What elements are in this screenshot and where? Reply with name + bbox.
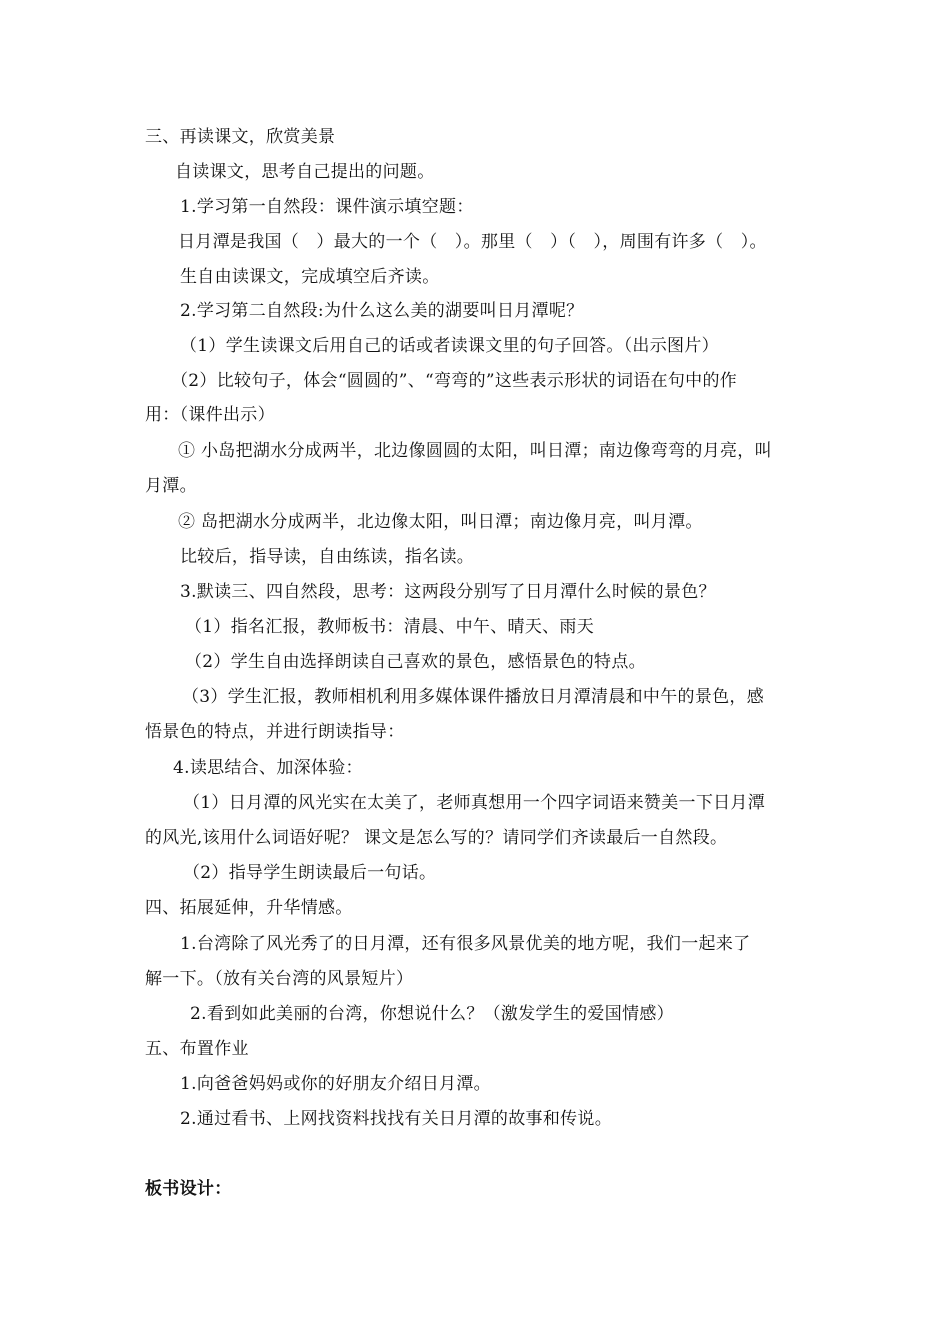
paragraph-line: （1）指名汇报，教师板书：清晨、中午、晴天、雨天 (185, 617, 595, 637)
paragraph-line: 2.看到如此美丽的台湾，你想说什么？（激发学生的爱国情感） (190, 1004, 674, 1024)
paragraph-line: 的风光,该用什么词语好呢？ 课文是怎么写的？请同学们齐读最后一自然段。 (145, 828, 728, 848)
paragraph-line: （2）学生自由选择朗读自己喜欢的景色，感悟景色的特点。 (185, 652, 646, 672)
paragraph-line: 1.学习第一自然段：课件演示填空题： (180, 197, 474, 217)
paragraph-line: （1）学生读课文后用自己的话或者读课文里的句子回答。（出示图片） (180, 336, 719, 356)
paragraph-line: 生自由读课文，完成填空后齐读。 (180, 267, 440, 287)
paragraph-line: （3）学生汇报，教师相机利用多媒体课件播放日月潭清晨和中午的景色，感 (182, 687, 765, 707)
paragraph-line: 2.通过看书、上网找资料找找有关日月潭的故事和传说。 (180, 1109, 613, 1129)
paragraph-line: 月潭。 (145, 476, 197, 496)
paragraph-line: 用：（课件出示） (145, 405, 275, 425)
paragraph-line: 3.默读三、四自然段，思考：这两段分别写了日月潭什么时候的景色？ (180, 582, 716, 602)
paragraph-line: 2.学习第二自然段:为什么这么美的湖要叫日月潭呢？ (180, 301, 584, 321)
paragraph-line: ② 岛把湖水分成两半，北边像太阳，叫日潭；南边像月亮，叫月潭。 (178, 512, 703, 532)
board-design-heading: 板书设计： (145, 1179, 232, 1199)
paragraph-line: 日月潭是我国（ ）最大的一个（ ）。那里（ ）（ ），周围有许多（ ）。 (178, 232, 767, 252)
paragraph-line: 解一下。（放有关台湾的风景短片） (145, 969, 414, 989)
paragraph-line: 4.读思结合、加深体验： (173, 758, 363, 778)
paragraph-line: 比较后，指导读，自由练读，指名读。 (180, 547, 475, 567)
paragraph-line: 1.向爸爸妈妈或你的好朋友介绍日月潭。 (180, 1074, 491, 1094)
paragraph-line: （2）比较句子，体会“圆圆的”、“弯弯的”这些表示形状的词语在句中的作 (171, 371, 738, 391)
paragraph-line: 悟景色的特点，并进行朗读指导： (145, 722, 405, 742)
paragraph-line: 1.台湾除了风光秀了的日月潭，还有很多风景优美的地方呢，我们一起来了 (180, 934, 751, 954)
paragraph-line: （2）指导学生朗读最后一句话。 (183, 863, 437, 883)
section-heading-5: 五、布置作业 (145, 1039, 249, 1059)
paragraph-line: ① 小岛把湖水分成两半，北边像圆圆的太阳，叫日潭；南边像弯弯的月亮，叫 (178, 441, 772, 461)
section-heading-3: 三、再读课文，欣赏美景 (145, 127, 336, 147)
paragraph-line: 自读课文，思考自己提出的问题。 (175, 162, 435, 182)
paragraph-line: （1）日月潭的风光实在太美了，老师真想用一个四字词语来赞美一下日月潭 (183, 793, 766, 813)
section-heading-4: 四、拓展延伸，升华情感。 (145, 898, 353, 918)
